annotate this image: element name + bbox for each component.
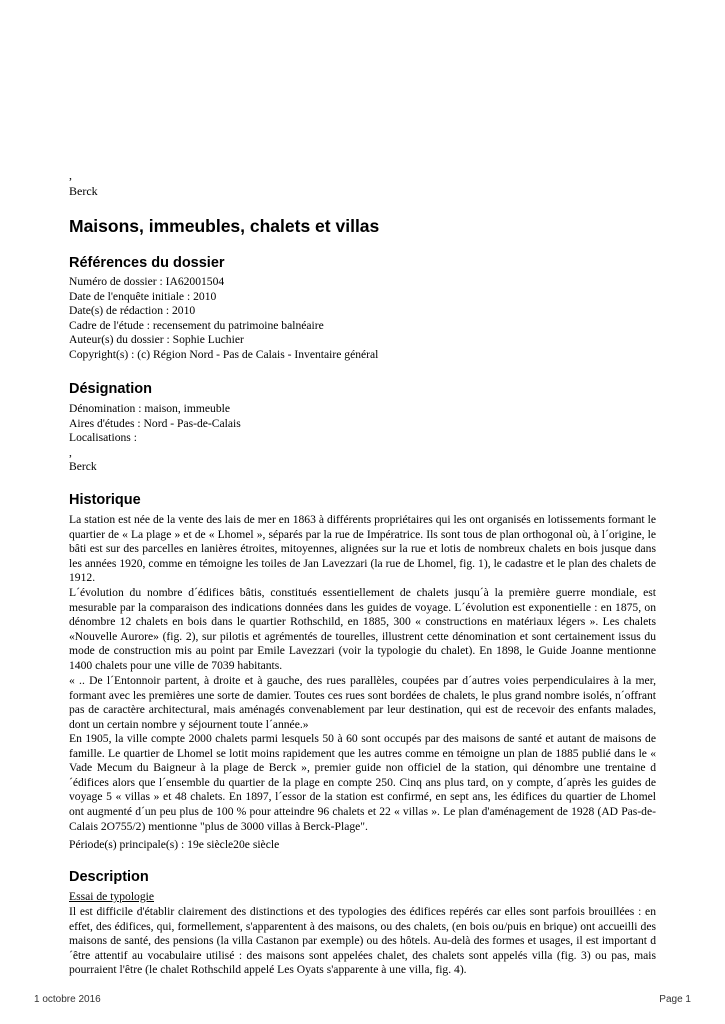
historique-heading: Historique	[69, 492, 141, 508]
reference-author: Auteur(s) du dossier : Sophie Luchier	[69, 333, 244, 347]
reference-survey-date: Date de l'enquête initiale : 2010	[69, 289, 217, 303]
description-paragraph: Il est difficile d'établir clairement des distinctions et des typologies des édifices repérés car elles sont parfois brouillées : en effet, des édifices, qui, formellement, s'apparentent à des maisons, ou des chalets, (en bois ou/puis en brique) ont accueilli des maisons de santé, des pensions (la villa Castanon par exemple) ou des hôtels. Au-delà des formes et usages, il est important d´être attentif au vocabulaire utilisé : des maisons sont appelées chalet, des chalets sont appelés villa (fig. 3) ou pas, mais pourraient l'être (le chalet Rothschild appelé Les Oyats s'apparente à une villa, fig. 4).	[69, 905, 656, 977]
reference-study-frame: Cadre de l'étude : recensement du patrimoine balnéaire	[69, 318, 324, 332]
reference-dossier-number: Numéro de dossier : IA62001504	[69, 275, 225, 288]
designation-study-areas: Aires d'études : Nord - Pas-de-Calais	[69, 416, 241, 430]
footer-page-number: Page 1	[659, 994, 691, 1005]
designation-denomination: Dénomination : maison, immeuble	[69, 402, 230, 415]
description-subheading: Essai de typologie	[69, 890, 155, 903]
header-place: Berck	[69, 184, 98, 198]
document-title: Maisons, immeubles, chalets et villas	[69, 216, 380, 236]
references-heading: Références du dossier	[69, 255, 225, 271]
designation-localisations: Localisations :	[69, 431, 137, 445]
designation-heading: Désignation	[69, 381, 152, 397]
designation-comma: ,	[69, 445, 72, 459]
references-list	[69, 275, 378, 363]
historique-paragraph-2: L´évolution du nombre d´édifices bâtis, constitués essentiellement de chalets jusqu´à la première guerre mondiale, est mesurable par la comparaison des indications données dans les guides de voyage. L´évolution est exponentielle : en 1875, on dénombre 12 chalets en bois dans le quartier Rothschild, en 1885, 300 « constructions en matériaux légers ». Les chalets «Nouvelle Aurore» (fig. 2), sur pilotis et agrémentés de tourelles, illustrent cette dénomination et sont certainement issus du mode de construction mis au point par Emile Lavezzari (voir la typologie du chalet). En 1898, le Guide Joanne mentionne 1400 chalets pour une ville de 7039 habitants.	[69, 586, 656, 672]
reference-writing-date: Date(s) de rédaction : 2010	[69, 304, 196, 318]
historique-paragraph-4: En 1905, la ville compte 2000 chalets parmi lesquels 50 à 60 sont occupés par des maisons de santé et autant de maisons de famille. Le quartier de Lhomel se lotit moins rapidement que les autres comme en témoigne un plan de 1885 publié dans le « Vade Mecum du Baigneur à la plage de Berck », premier guide non officiel de la station, qui dénombre une trentaine d´édifices alors que l´ensemble du quartier de la plage en compte 250. Cinq ans plus tard, on y compte, d´après les guides de voyage 5 « villas » et 48 chalets. En 1897, l´essor de la station est confirmé, en sept ans, les édifices du quartier de Lhomel ont augmenté d´un peu plus de 100 % pour atteindre 96 chalets et 22 « villas ». Le plan d'aménagement de 1928 (AD Pas-de-Calais 2O755/2) mentionne "plus de 3000 villas à Berck-Plage".	[69, 732, 656, 833]
reference-copyright: Copyright(s) : (c) Région Nord - Pas de Calais - Inventaire général	[69, 347, 379, 361]
designation-place: Berck	[69, 460, 97, 474]
header-comma: ,	[69, 168, 72, 182]
historique-paragraph-3: « .. De l´Entonnoir partent, à droite et à gauche, des rues parallèles, coupées par d´autres voies perpendiculaires à la mer, formant avec les premières une sorte de damier. Toutes ces rues sont bordées de chalets, le plus grand nombre isolés, n´offrant pas de caractère architectural, mais aménagés convenablement par leur destination, qui est de recevoir des enfants malades, dont un certain nombre y séjournent toute l´année.»	[69, 674, 656, 731]
historique-paragraph-1: La station est née de la vente des lais de mer en 1863 à différents propriétaires qui les ont organisés en lotissements formant le quartier de « La plage » et de « Lhomel », séparés par la rue de Impératrice. Ils sont tous de plan orthogonal où, à l´origine, le bâti est sur des parcelles en lanières étroites, mitoyennes, alignées sur la rue et lotis de nombreux chalets en bois jusque dans les années 1920, comme en témoigne les toiles de Jan Lavezzari (la rue de Lhomel, fig. 1), le cadastre et le plan des chalets de 1912.	[69, 513, 656, 585]
designation-list	[69, 402, 241, 475]
historique-periode: Période(s) principale(s) : 19e siècle20e siècle	[69, 838, 280, 851]
description-heading: Description	[69, 869, 149, 885]
footer-date: 1 octobre 2016	[34, 994, 101, 1005]
